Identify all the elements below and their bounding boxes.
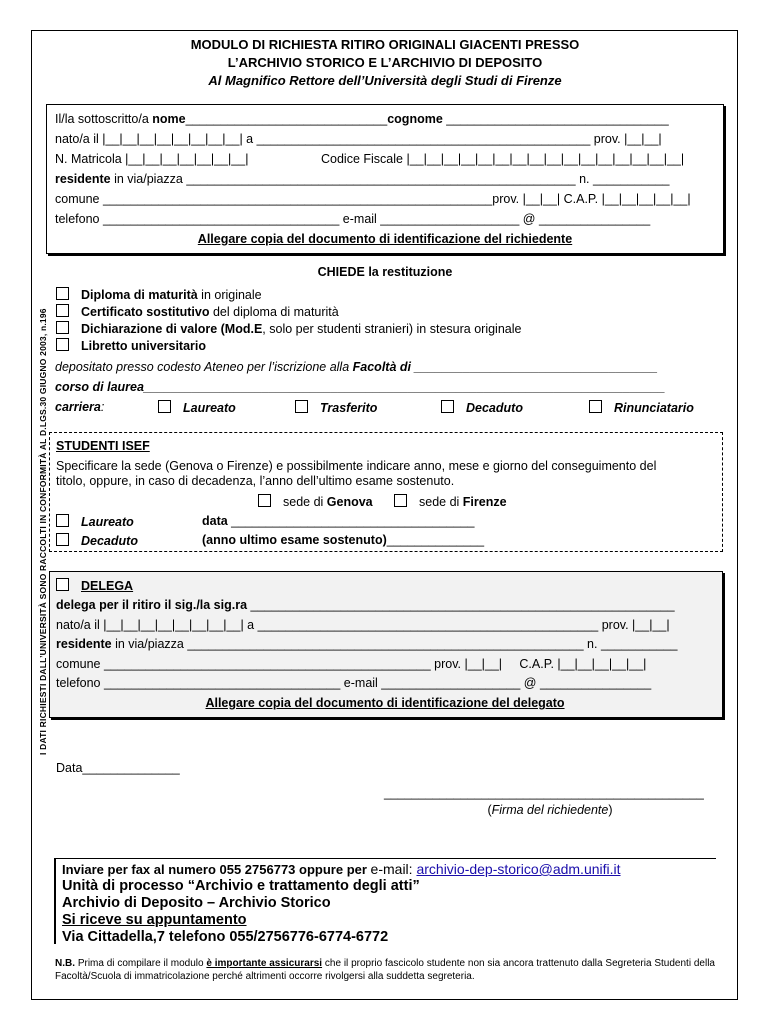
carriera-trasferito[interactable]: Trasferito	[295, 400, 377, 415]
facolta-row[interactable]: depositato presso codesto Ateneo per l’iscrizione alla Facoltà di ___________________________________	[55, 360, 658, 374]
applicant-name-row[interactable]: Il/la sottoscritto/a nome_____________________________cognome ________________________________	[55, 112, 669, 126]
isef-instructions-line2: titolo, oppure, in caso di decadenza, l’anno dell’ultimo esame sostenuto.	[56, 474, 455, 488]
applicant-contact-row[interactable]: telefono __________________________________ e-mail ____________________ @ ________________	[55, 212, 651, 226]
footer-address: Via Cittadella,7 telefono 055/2756776-6774-6772	[62, 929, 389, 945]
checkbox-delega[interactable]	[56, 578, 69, 591]
delega-name-row[interactable]: delega per il ritiro il sig./la sig.ra _____________________________________________________________	[56, 598, 675, 612]
applicant-section	[46, 104, 724, 254]
applicant-codice-fiscale-field[interactable]: Codice Fiscale |__|__|__|__|__|__|__|__|__|__|__|__|__|__|__|__|	[321, 152, 685, 166]
carriera-decaduto[interactable]: Decaduto	[441, 400, 523, 415]
checkbox-decaduto[interactable]	[441, 400, 454, 413]
carriera-label: carriera:	[55, 400, 105, 414]
applicant-birth-row[interactable]: nato/a il |__|__|__|__|__|__|__|__| a ________________________________________________ prov. |__|__|	[55, 132, 662, 146]
date-field[interactable]: Data______________	[56, 761, 180, 775]
form-recipient: Al Magnifico Rettore dell’Università degli Studi di Firenze	[208, 73, 562, 88]
form-title-line2: L’ARCHIVIO STORICO E L’ARCHIVIO DI DEPOSITO	[227, 55, 543, 70]
isef-heading: STUDENTI ISEF	[56, 439, 150, 453]
applicant-attach-note: Allegare copia del documento di identificazione del richiedente	[197, 232, 573, 246]
delega-address-row[interactable]: residente in via/piazza _________________________________________________________ n. ___________	[56, 637, 678, 651]
sede-firenze[interactable]: sede di Firenze	[394, 494, 507, 509]
checkbox-genova[interactable]	[258, 494, 271, 507]
isef-instructions-line1: Specificare la sede (Genova o Firenze) e possibilmente indicare anno, mese e giorno del conseguimento del	[56, 459, 657, 473]
signature-caption: (Firma del richiedente)	[487, 803, 613, 817]
isef-data-field[interactable]: data ___________________________________	[202, 514, 475, 528]
privacy-side-note: I DATI RICHIESTI DALL’UNIVERSITÀ SONO RACCOLTI IN CONFORMITÀ AL D.LGS.30 GIUGNO 2003, n.196	[38, 308, 48, 755]
applicant-matricola-field[interactable]: N. Matricola |__|__|__|__|__|__|__|	[55, 152, 249, 166]
isef-laureato[interactable]: Laureato	[56, 514, 134, 529]
checkbox-diploma[interactable]	[56, 287, 69, 300]
isef-anno-field[interactable]: (anno ultimo esame sostenuto)______________	[202, 533, 485, 547]
footer-archive: Archivio di Deposito – Archivio Storico	[62, 895, 331, 911]
delega-birth-row[interactable]: nato/a il |__|__|__|__|__|__|__|__| a _________________________________________________ prov. |__|__|	[56, 618, 670, 632]
carriera-rinunciatario[interactable]: Rinunciatario	[589, 400, 694, 415]
footer-unit: Unità di processo “Archivio e trattamento degli atti”	[62, 878, 420, 894]
checkbox-dichiarazione[interactable]	[56, 321, 69, 334]
option-certificato[interactable]: Certificato sostitutivo del diploma di maturità	[56, 304, 339, 319]
delega-attach-note: Allegare copia del documento di identificazione del delegato	[205, 696, 565, 710]
applicant-address-row[interactable]: residente in via/piazza ________________________________________________________ n. ___________	[55, 172, 670, 186]
email-link[interactable]: archivio-dep-storico@adm.unifi.it	[416, 861, 621, 877]
option-dichiarazione[interactable]: Dichiarazione di valore (Mod.E, solo per studenti stranieri) in stesura originale	[56, 321, 521, 336]
sede-genova[interactable]: sede di Genova	[258, 494, 373, 509]
footer-appointment: Si riceve su appuntamento	[62, 912, 247, 928]
option-libretto[interactable]: Libretto universitario	[56, 338, 206, 353]
checkbox-rinunciatario[interactable]	[589, 400, 602, 413]
corso-row[interactable]: corso di laurea___________________________________________________________________________	[55, 380, 666, 394]
checkbox-libretto[interactable]	[56, 338, 69, 351]
delega-option[interactable]: DELEGA	[56, 578, 133, 593]
request-heading: CHIEDE la restituzione	[317, 265, 453, 279]
nb-note: N.B. Prima di compilare il modulo è importante assicurarsi che il proprio fascicolo studente non sia ancora trattenuto dalla Segreteria Studenti della Facoltà/Scuola di immatricolazione perché altrimenti occorre rivolgersi alla suddetta segreteria.	[55, 958, 715, 982]
footer-fax: Inviare per fax al numero 055 2756773 oppure per e-mail: archivio-dep-storico@adm.unifi.it	[62, 861, 621, 877]
isef-decaduto[interactable]: Decaduto	[56, 533, 138, 548]
checkbox-trasferito[interactable]	[295, 400, 308, 413]
checkbox-certificato[interactable]	[56, 304, 69, 317]
option-diploma[interactable]: Diploma di maturità in originale	[56, 287, 262, 302]
signature-line[interactable]: ______________________________________________	[384, 786, 704, 800]
checkbox-isef-decaduto[interactable]	[56, 533, 69, 546]
footer-divider	[54, 858, 716, 859]
delega-city-row[interactable]: comune _______________________________________________ prov. |__|__| C.A.P. |__|__|__|__|__|	[56, 657, 647, 671]
checkbox-firenze[interactable]	[394, 494, 407, 507]
footer-left-rule	[54, 858, 56, 944]
delega-contact-row[interactable]: telefono __________________________________ e-mail ____________________ @ ________________	[56, 676, 652, 690]
form-title-line1: MODULO DI RICHIESTA RITIRO ORIGINALI GIACENTI PRESSO	[190, 37, 580, 52]
checkbox-laureato[interactable]	[158, 400, 171, 413]
checkbox-isef-laureato[interactable]	[56, 514, 69, 527]
carriera-laureato[interactable]: Laureato	[158, 400, 236, 415]
applicant-city-row[interactable]: comune ________________________________________________________prov. |__|__| C.A.P. |__|__|__|__|__|	[55, 192, 691, 206]
